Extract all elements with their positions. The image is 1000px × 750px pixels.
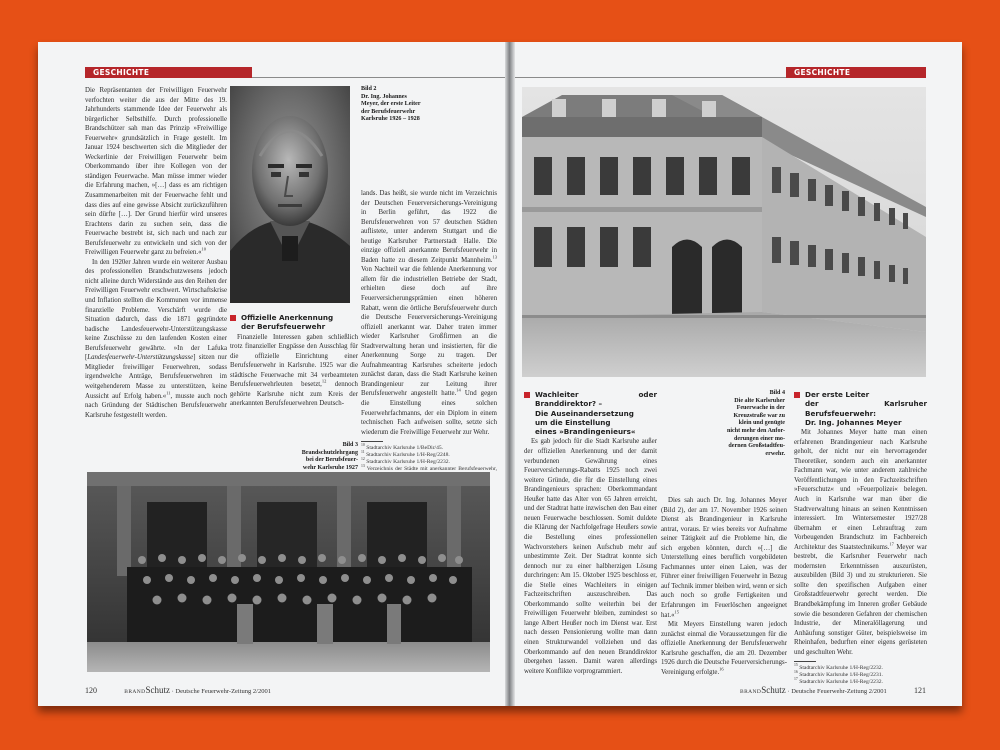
footnote-number: 16 — [794, 670, 798, 675]
group-photo-image — [87, 472, 490, 672]
section-rule — [252, 77, 505, 78]
publication-name: · Deutsche Feuerwehr-Zeitung 2/2001 — [785, 688, 887, 695]
page-gutter — [505, 42, 515, 706]
paragraph: Die Repräsentanten der Freiwilligen Feuerwehr verfochten weiter die aus der Mitte des 19. Jahrhunderts stammende Idee der Feuerwehr als bürgerlicher Selbsthilfe. Durch professionelle Brandschützer sah man das Prinzip »Freiwillige Feuerwehr« grundsätzlich in Frage gestellt. Im Januar 1924 beschwerten sich die Mitglieder der Weckerlinie der Freiwilligen Feuerwehr beim Oberkommando über ihre Kollegen von der ständigen Feuerwache. Man müsse immer wieder die Erfahrung machen, »[…] dass es am richtigen Zusammenarbeiten mit der Feuerwache fehlt und dass dies auf eine gewisse Absicht zurückzuführen sein dürfte […]. Der Grund hierfür wird unseres Erachtens darin zu suchen sein, dass die Feuerwache bestrebt ist, sich nach und nach zur Berufsfeuerwehr zu entwickeln und sich von der Freiwilligen Feuerwehr ganz zu befreien.« — [85, 87, 227, 257]
heading-line: Der erste Leiter — [805, 390, 870, 399]
right-column-3 — [794, 390, 927, 686]
footnote-rule — [794, 661, 816, 662]
footnote-number: 11 — [361, 450, 365, 455]
caption-line: Bild 2 — [361, 86, 377, 92]
heading-line: Die Auseinandersetzung — [535, 408, 634, 418]
brand-logo-big: Schutz — [761, 685, 786, 695]
paragraph: lands. Das heißt, sie wurde nicht im Verzeichnis der Deutschen Feuerversicherungs-Vereinigung in Berlin geführt, das 1922 die Berufsfeuerwehren von 57 deutschen Städten auflistete, unter anderem Stuttgart und die heutige Karlsruher Partnerstadt Halle. Die einzige offiziell anerkannte Berufsfeuerwehr in Baden hatte zu diesem Zeitpunkt Mannheim. — [361, 190, 497, 264]
section-label: GESCHICHTE — [786, 67, 926, 78]
italic-term: Landesfeuerwehr-Unterstützungskasse — [87, 354, 194, 362]
paragraph: Es gab jedoch für die Stadt Karlsruhe außer der offiziellen Anerkennung und der damit verbundenen Gewährung eines Feuerversicherungs-Rabatts 1925 noch zwei weitere Gründe, die für die Einstellung eines Brandingenieurs sprachen: Oberkommandant Heußer hatte das Alter von 65 Jahren erreicht, und der Stadtrat hatte inzwischen den Bau einer neuen Feuerwache beschlossen. Somit duldete die Klärung der Nachfolgefrage Heußers sowie die Bestellung eines professionellen Wachvorstehers keinen Aufschub mehr auf unbestimmte Zeit. Der Stadtrat konnte sich dennoch nur zu einer halbherzigen Lösung durchringen: Am 15. Oktober 1925 beschloss er, die Stelle eines Wachleiters in einigen Fachzeitschriften auszuschreiben. Das Oberkommando sollte weiterhin bei der Freiwilligen Feuerwehr bleiben, zumindest so lange Albert Heußer noch im Dienst war. Erst nach dessen Pensionierung wollte man dann einen Strukturwandel vollziehen und das Oberkommando auf den neuen Branddirektor übergehen lassen. Damit waren allerdings weitere Konflikte vorprogrammiert. — [524, 438, 657, 675]
caption-line: Feuerwache in der — [736, 405, 785, 412]
caption-line: Brandschutzlehrgang — [301, 449, 358, 456]
caption-line: erwehr. — [765, 450, 785, 457]
footnote-number: 13 — [361, 464, 365, 469]
caption-line: der Berufsfeuerwehr — [361, 108, 416, 115]
caption-line: nicht mehr den Anfor- — [726, 427, 785, 434]
left-footer — [85, 685, 271, 695]
footnote-text: Verzeichnis der Städte mit anerkannter Berufsfeuerwehr, — [366, 465, 497, 472]
footnote-ref: 10 — [201, 247, 206, 253]
building-image — [522, 87, 926, 377]
left-column-1 — [85, 86, 227, 420]
paragraph: ] sitzen nur Mitglieder freiwilliger Feuerwehren, sodass irgendwelche Anträge, Berufsfeuerwehren im weitgehenderem Masse zu unterstützen, keine Aussicht auf Erfolg haben.« — [85, 354, 227, 400]
caption-bild-4 — [661, 390, 785, 458]
section-label: GESCHICHTE — [85, 67, 252, 78]
footnote-ref: 12 — [321, 379, 327, 385]
paragraph: Von Nachteil war die fehlende Anerkennung vor allem für die industriellen Betriebe der Stadt, erhielten diese doch auf ihre Feuerversicherungsprämien einen höheren Rabatt, wenn die örtliche Berufsfeuerwehr durch die Deutsche Feuerversicherungs-Vereinigung offiziell anerkannt war. Daher traten immer wieder Karlsruher Großfirmen an die Stadtverwaltung heran und insistierten, für die Anerkennung Sorge zu tragen. Der Aufnahmeantrag Karlsruhes scheiterte jedoch zunächst daran, dass die Stadt Karlsruhe keinen Brandingenieur zur Leitung ihrer Berufsfeuerwehr angestellt hatte. — [361, 266, 497, 398]
caption-line: derungen einer mo- — [733, 435, 785, 442]
heading-line: der Berufsfeuerwehr — [241, 322, 326, 332]
heading-line: Dr. Ing. Johannes Meyer — [805, 417, 902, 427]
publication-name: · Deutsche Feuerwehr-Zeitung 2/2001 — [170, 688, 271, 695]
footnote-number: 12 — [361, 457, 365, 462]
section-heading — [794, 390, 927, 427]
caption-line: Bild 4 — [769, 390, 785, 396]
footnote-ref: 16 — [719, 666, 724, 672]
section-heading — [524, 390, 657, 436]
paragraph: Mit Meyers Einstellung waren jedoch zunächst einmal die Voraussetzungen für die offizielle Anerkennung der Berufsfeuerwehr Karlsruhe geschaffen, die am 20. Dezember 1926 durch die Deutsche Feuerversicherungs-Vereinigung erfolgte. — [661, 621, 787, 676]
footnote-text: Stadtarchiv Karlsruhe 1/H-Reg/2232. — [366, 459, 450, 466]
heading-line: um die Einstellung — [535, 417, 611, 427]
footnotes — [794, 665, 927, 686]
footnote-ref: 17 — [889, 541, 894, 547]
caption-line: wehr Karlsruhe 1927 — [302, 464, 358, 471]
footnote — [361, 450, 497, 462]
group-photo-bild-3 — [87, 472, 490, 672]
paragraph: Mit Johannes Meyer hatte man einen erfahrenen Brandingenieur nach Karlsruhe geholt, der nicht nur ein hervorragender Theoretiker, sondern auch ein anerkannter Fachmann war, wie unter anderem zahlreiche Veröffentlichungen in den Fachzeitschriften »Feuerschutz« und »Feuerpolizei« belegen. Auch in Karlsruhe war man über die Stadtverwaltung hinaus an seinen Kenntnissen interessiert. Im Wintersemester 1927/28 übernahm er einen Lehrauftrag zum Vorbeugenden Brandschutz im Fachbereich Architektur des Staatstechnikums. — [794, 429, 927, 551]
caption-line: dernen Großstadtfeu- — [728, 443, 785, 450]
section-heading — [230, 313, 358, 332]
heading-line: der Karlsruher Berufsfeuerwehr: — [805, 399, 927, 418]
caption-line: Kreuzstraße war zu — [733, 412, 785, 419]
footnote-text: Stadtarchiv Karlsruhe 1/BeDir/45. — [366, 445, 444, 452]
footnote-text: Stadtarchiv Karlsruhe 1/H-Reg/2248. — [366, 452, 450, 459]
caption-line: Die alte Karlsruher — [734, 397, 785, 404]
right-footer — [740, 685, 926, 695]
footnote-number: 17 — [794, 677, 798, 682]
paragraph: dennoch gehörte Karlsruhe nicht zum Kreis der anerkannten Berufsfeuerwehren Deutsch- — [230, 381, 358, 408]
paragraph: , musste auch noch nach Gründung der Städtischen Berufsfeuerwehr Karlsruhe festgestellt werden. — [85, 392, 227, 419]
footnote-ref: 14 — [456, 388, 461, 394]
heading-line: Offizielle Anerkennung — [241, 313, 334, 322]
building-photo-bild-4 — [522, 87, 926, 377]
caption-line: Meyer, der erste Leiter — [361, 101, 421, 108]
page-number: 121 — [914, 686, 926, 695]
left-page — [38, 42, 505, 706]
paragraph: Finanzielle Interessen gaben schließlich trotz finanzieller Engpässe den Ausschlag für die offizielle Einrichtung einer Berufsfeuerwehr in Karlsruhe. 1925 war die städtische Feuerwache mit 34 verbeamteten Berufsfeuerwehrleuten besetzt, — [230, 333, 358, 389]
footnote-text: Stadtarchiv Karlsruhe 1/H-Reg/2232. — [799, 665, 883, 672]
caption-line: Karlsruhe 1926 – 1928 — [361, 116, 420, 123]
left-column-3 — [361, 189, 497, 487]
paragraph: Dies sah auch Dr. Ing. Johannes Meyer (Bild 2), der am 17. November 1926 seinen Dienst als Brandingenieur in Karlsruhe antrat, voraus. Er wies bereits vor Aufnahme seiner Tätigkeit auf die Probleme hin, die sich ergeben könnten, durch »[…] die Unterstellung eines beruflich vorgebildeten Fachmannes unter einen Laien, was der Führer einer freiwilligen Feuerwehr in Bezug auf Technik immer bleiben wird, wenn er sich auch noch so große Fertigkeiten und Erfahrungen im Feuerlöschen angeeignet hat.« — [661, 497, 787, 619]
brand-logo-small: BRAND — [124, 689, 146, 695]
footnote-text: Stadtarchiv Karlsruhe 1/H-Reg/2231. — [799, 672, 883, 679]
paragraph: Meyer war bestrebt, die Karlsruher Feuerwehr nach modernsten Erkenntnissen auszurüsten, auszubilden (Bild 3) und zu strukturieren. Sie sollte den spezifischen Aufgaben einer Großstadtfeuerwehr gerecht werden. Die Brandbekämpfung im Inneren großer Gebäude sowie die besonderen Gefahren der chemischen Industrie, der Mineralöllagerung und Anhäufung sonstiger Güter, beispielsweise im Rheinhafen, bedurften einer eigens gerüsteten und geschulten Wehr. — [794, 543, 927, 656]
caption-line: Dr. Ing. Johannes — [361, 93, 407, 100]
right-column-1 — [524, 390, 657, 676]
right-page — [515, 42, 962, 706]
footnote-number: 10 — [361, 443, 365, 448]
footnote-rule — [361, 441, 383, 442]
portrait-photo-meyer — [230, 86, 350, 303]
brand-logo-small: BRAND — [740, 689, 762, 695]
heading-line: eines »Brandingenieurs« — [535, 427, 636, 437]
caption-line: klein und genügte — [738, 420, 785, 427]
portrait-image — [230, 86, 350, 303]
heading-line: Wachleiter oder Branddirektor? – — [535, 390, 657, 409]
brand-logo-big: Schutz — [145, 685, 171, 695]
paragraph: Und gegen die Einstellung eines solchen Feuerwehrfachmanns, der ein Diplom in einem technischen Fach aufweisen sollte, setzte sich wiederum die Freiwillige Feuerwehr zur Wehr. — [361, 390, 497, 436]
left-column-2 — [230, 313, 358, 409]
caption-bild-2 — [361, 86, 471, 124]
caption-line: Bild 3 — [342, 442, 358, 448]
magazine-spread — [38, 42, 962, 706]
right-column-2 — [661, 496, 787, 677]
footnote-ref: 11 — [166, 390, 171, 396]
footnote-ref: 15 — [674, 609, 679, 615]
footnote-number: 15 — [794, 663, 798, 668]
caption-line: bei der Berufsfeuer- — [305, 457, 358, 464]
section-rule — [515, 77, 786, 78]
caption-bild-3 — [230, 442, 358, 472]
footnote-text: Stadtarchiv Karlsruhe 1/H-Reg/2232. — [799, 679, 883, 686]
footnote-ref: 13 — [492, 254, 497, 260]
page-number: 120 — [85, 686, 97, 695]
paragraph: In den 1920er Jahren wurde ein weiterer Ausbau des professionellen Brandschutzwesens jedoch nicht alleine durch Widerstände aus den Reihen der Freiwilligen Feuerwehr erschwert. Wirtschaftskrise und Inflation stellten die Kommunen vor immense finanzielle Probleme. Verschärft wurde die Situation dadurch, dass die 1871 gegründete badische Landesfeuerwehr-Unterstützungskasse keine Zuschüsse zu den laufenden Kosten einer Berufsfeuerwehr gewährte. »In der Lafuka [ — [85, 258, 227, 362]
